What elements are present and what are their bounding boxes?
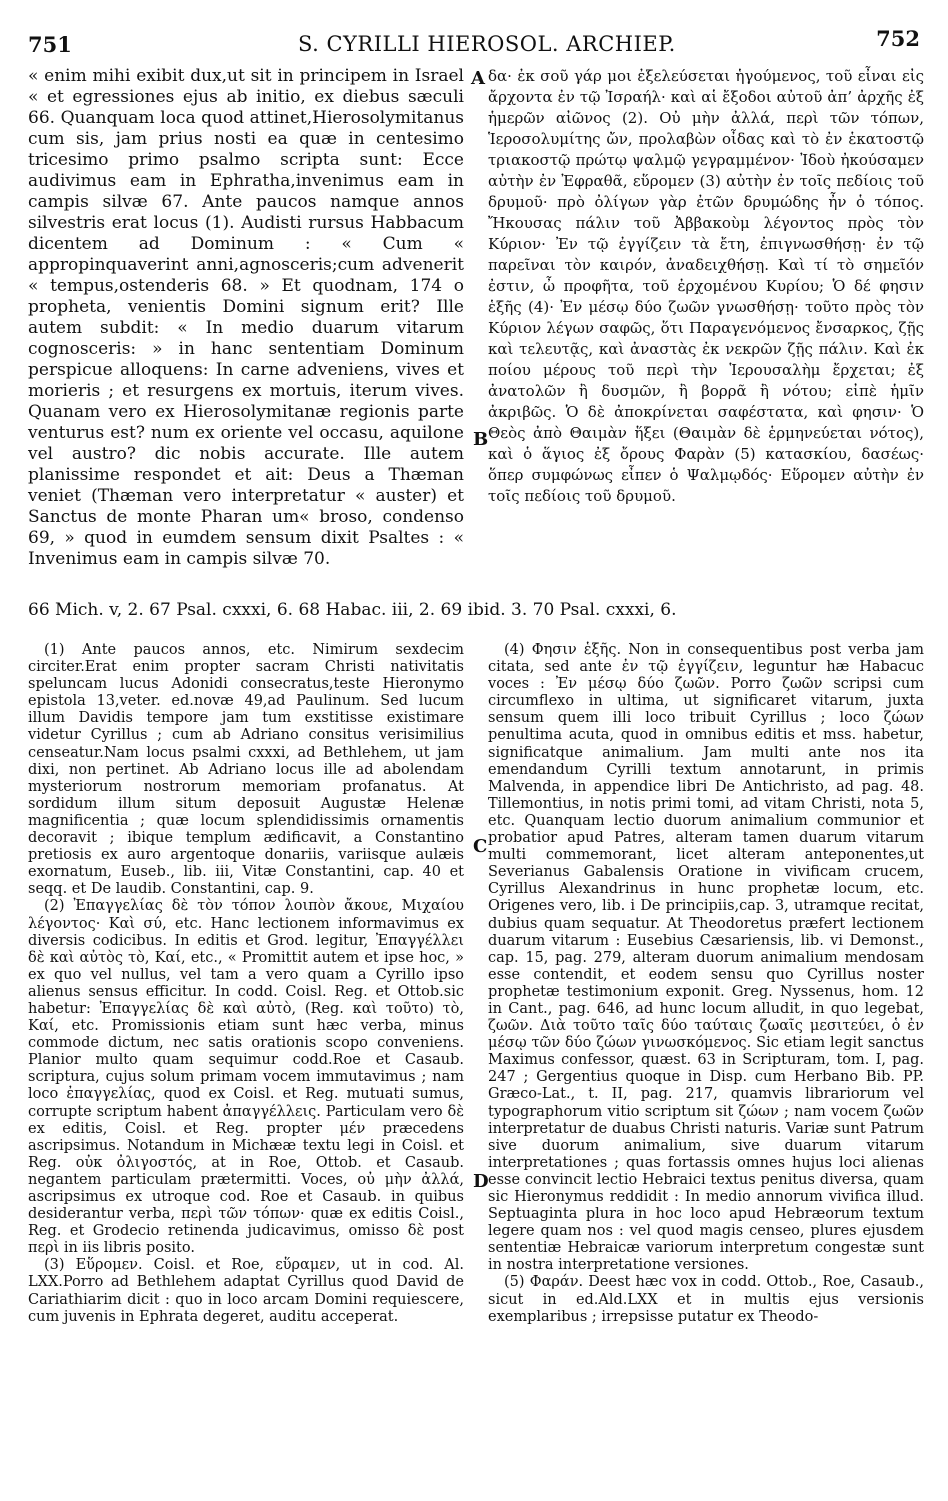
scripture-references: 66 Mich. v, 2. 67 Psal. cxxxi, 6. 68 Habac. iii, 2. 69 ibid. 3. 70 Psal. cxxxi, 6. — [28, 600, 677, 620]
notes-left-column — [28, 642, 464, 1326]
margin-letter-c: C — [473, 836, 488, 857]
notes-right-column — [488, 642, 924, 1326]
right-page-number: 752 — [876, 26, 920, 51]
note-5: (5) Φαράν. Deest hæc vox in codd. Ottob., Roe, Casaub., sicut in ed.Ald.LXX et in multis ejus versionis exemplaribus ; irrepsisse putatur ex Theodo- — [488, 1274, 924, 1325]
margin-letter-d: D — [473, 1171, 489, 1192]
left-page-number: 751 — [28, 32, 72, 57]
note-2: (2) Ἐπαγγελίας δὲ τὸν τόπον λοιπὸν ἄκουε, Μιχαίου λέγοντος· Καὶ σύ, etc. Hanc lectionem informavimus ex diversis codicibus. In editis et Grod. legitur, Ἐπαγγέλλει δὲ καὶ αὐτὸς τὸ, Καί, etc., « Promittit autem et ipse hoc, » ex quo vel nullus, vel tam a vero quam a Cyrillo ipso alienus sensus efficitur. In codd. Coisl. Reg. et Ottob.sic habetur: Ἐπαγγελίας δὲ καὶ αὐτὸ, (Reg. καὶ τοῦτο) τὸ, Καί, etc. Promissionis etiam sunt hæc verba, minus commode dictum, nec satis orationis scopo conveniens. Planior multo quam sequimur codd.Roe et Casaub. scriptura, cujus solum primam vocem immutavimus ; nam loco ἐπαγγελίας, quod ex Coisl. et Reg. mutuati sumus, corrupte scriptum habent ἀπαγγέλλεις. Particulam vero δὲ ex editis, Coisl. et Reg. propter μέν præcedens ascripsimus. Notandum in Michææ textu legi in Coisl. et Reg. οὐκ ὀλιγοστός, at in Roe, Ottob. et Casaub. negantem particulam prætermitti. Voces, οὐ μὴν ἀλλά, ascripsimus ex utroque cod. Roe et Casaub. in quibus desiderantur verba, περὶ τῶν τόπων· quæ ex editis Coisl., Reg. et Grodecio retinenda judicavimus, omisso δὲ post περὶ in iis libris posito. — [28, 898, 464, 1257]
greek-paragraph: δα· ἐκ σοῦ γάρ μοι ἐξελεύσεται ἡγούμενος, τοῦ εἶναι εἰς ἄρχοντα ἐν τῷ Ἰσραήλ· καὶ αἱ ἔξοδοι αὐτοῦ ἀπ’ ἀρχῆς ἐξ ἡμερῶν αἰῶνος (2). Οὐ μὴν ἀλλά, περὶ τῶν τόπων, Ἱεροσολυμίτης ὤν, προλαβὼν οἶδας καὶ τὸ ἐν ἑκατοστῷ τριακοστῷ πρώτῳ ψαλμῷ γεγραμμένον· Ἰδοὺ ἠκούσαμεν αὐτὴν ἐν Ἐφραθᾶ, εὕρομεν (3) αὐτὴν ἐν τοῖς πεδίοις τοῦ δρυμοῦ· πρὸ ὀλίγων γὰρ ἐτῶν δρυμώδης ἦν ὁ τόπος. Ἤκουσας πάλιν τοῦ Ἀββακοὺμ λέγοντος πρὸς τὸν Κύριον· Ἐν τῷ ἐγγίζειν τὰ ἔτη, ἐπιγνωσθήσῃ· ἐν τῷ παρεῖναι τὸν καιρόν, ἀναδειχθήσῃ. Καὶ τί τὸ σημεῖόν ἐστιν, ὦ προφῆτα, τοῦ ἐρχομένου Κυρίου; Ὁ δέ φησιν ἑξῆς (4)· Ἐν μέσῳ δύο ζωῶν γνωσθήσῃ· τοῦτο πρὸς τὸν Κύριον λέγων σαφῶς, ὅτι Παραγενόμενος ἔνσαρκος, ζῇς καὶ τελευτᾷς, καὶ ἀναστὰς ἐκ νεκρῶν ζῇς πάλιν. Καὶ ἐκ ποίου μέρους τοῦ περὶ τὴν Ἱερουσαλὴμ ἔρχεται; ἐξ ἀνατολῶν ἢ δυσμῶν, ἢ βορρᾶ ἢ νότου; εἰπὲ ἡμῖν ἀκριβῶς. Ὁ δὲ ἀποκρίνεται σαφέστατα, καὶ φησιν· Ὁ Θεὸς ἀπὸ Θαιμὰν ἥξει (Θαιμὰν δὲ ἑρμηνεύεται νότος), καὶ ὁ ἅγιος ἐξ ὄρους Φαρὰν (5) κατασκίου, δασέως· ὅπερ συμφώνως εἶπεν ὁ Ψαλμῳδός· Εὕρομεν αὐτὴν ἐν τοῖς πεδίοις τοῦ δρυμοῦ. — [488, 67, 924, 505]
running-title: S. CYRILLI HIEROSOL. ARCHIEP. — [298, 32, 676, 56]
latin-text-column — [28, 66, 464, 570]
page-header — [28, 10, 920, 57]
note-1: (1) Ante paucos annos, etc. Nimirum sexdecim circiter.Erat enim propter sacram Christi nativitatis speluncam lucus Adonidi consecratus,teste Hieronymo epistola 13,veter. ed.novæ 49,ad Paulinum. Sed lucum illum Davidis tempore jam tum exstitisse existimare videtur Cyrillus ; cum ab Adriano consitus verisimilius censeatur.Nam locus psalmi cxxxi, ad Bethlehem, ut jam dixi, non pertinet. Ab Adriano locus ille ad abolendam mysteriorum nostrorum memoriam profanatus. At sordidum illum situm deposuit Augustæ Helenæ magnificentia ; quæ locum splendidissimis ornamentis decoravit ; ibique templum ædificavit, a Constantino pretiosis ex auro argentoque donariis, variisque aulæis exornatum, Euseb., lib. iii, Vitæ Constantini, cap. 40 et seqq. et De laudib. Constantini, cap. 9. — [28, 642, 464, 898]
margin-letter-a: A — [471, 68, 485, 89]
note-4: (4) Φησιν ἑξῆς. Non in consequentibus post verba jam citata, sed ante ἐν τῷ ἐγγίζειν, leguntur hæ Habacuc voces : Ἐν μέσῳ δύο ζωῶν. Porro ζωῶν scripsi cum circumflexo in ultima, ut significaret vitarum, juxta sensum quem illi loco tribuit Cyrillus ; loco ζώων penultima acuta, quod in omnibus editis et mss. habetur, significatque animalium. Jam multi ante nos ita emendandum Cyrilli textum annotarunt, in primis Malvenda, in appendice libri De Antichristo, ad pag. 48. Tillemontius, in notis primi tomi, ad vitam Christi, nota 5, etc. Quanquam lectio duorum animalium communior et probatior apud Patres, alteram tamen duarum vitarum multi commemorant, licet alteram anteponentes,ut Severianus Gabalensis Oratione in vivificam crucem, Cyrillus Alexandrinus in hunc prophetæ locum, etc. Origenes vero, lib. i De principiis,cap. 3, utramque recitat, dubius quam sequatur. At Theodoretus præfert lectionem duarum vitarum : Eusebius Cæsariensis, lib. vi Demonst., cap. 15, pag. 279, alteram duorum animalium mendosam esse contendit, et eodem sensu quo Cyrillus noster prophetæ testimonium exponit. Greg. Nyssenus, hom. 12 in Cant., pag. 646, ad hunc locum alludit, in quo legebat, ζωῶν. Διὰ τοῦτο ταῖς δύο ταύταις ζωαῖς μεσιτεύει, ὁ ἐν μέσῳ τῶν δύο ζώων γινωσκόμενος. Sic etiam legit sanctus Maximus confessor, quæst. 63 in Scripturam, tom. I, pag. 247 ; Gergentius quoque in Disp. cum Herbano Bib. PP. Græco-Lat., t. II, pag. 217, quamvis librariorum vel typographorum vitio scriptum sit ζώων ; nam vocem ζωῶν interpretatur de duabus Christi naturis. Variæ sunt Patrum sive duorum animalium, sive duarum vitarum interpretationes ; quas fortassis omnes hujus loci alienas esse convincit lectio Hebraici textus penitus diversa, quam sic Hieronymus reddidit : In medio annorum vivifica illud. Septuaginta plura in hoc loco apud Hebræorum textum legere quam nos : vel quod magis censeo, plures ejusdem sententiæ Hebraicæ variorum interpretum congestæ sunt in nostra interpretatione versiones. — [488, 642, 924, 1274]
note-3: (3) Εὕρομεν. Coisl. et Roe, εὕραμεν, ut in cod. Al. LXX.Porro ad Bethlehem adaptat Cyrillus quod David de Cariathiarim dicit : quo in loco arcam Domini requiescere, cum juvenis in Ephrata degeret, auditu acceperat. — [28, 1257, 464, 1325]
margin-letter-b: B — [473, 429, 489, 450]
greek-text-column — [488, 66, 924, 507]
latin-paragraph: « enim mihi exibit dux,ut sit in principem in Israel « et egressiones ejus ab initio, ex diebus sæculi 66. Quanquam loca quod attinet,Hierosolymitanus cum sis, jam prius nosti ea quæ in centesimo tricesimo primo psalmo scripta sunt: Ecce audivimus eam in Ephratha,invenimus eam in campis silvæ 67. Ante paucos namque annos silvestris erat locus (1). Audisti rursus Habbacum dicentem ad Dominum : « Cum « appropinquaverint anni,agnosceris;cum advenerit « tempus,ostenderis 68. » Et quodnam, 174 o propheta, venientis Domini signum erit? Ille autem subdit: « In medio duarum vitarum cognosceris: » in hanc sententiam Dominum perspicue alloquens: In carne adveniens, vives et morieris ; et resurgens ex mortuis, iterum vives. Quanam vero ex Hierosolymitanæ regionis parte venturus est? num ex oriente vel occasu, aquilone vel austro? dic nobis accurate. Ille autem planissime respondet et ait: Deus a Thæman veniet (Thæman vero interpretatur « auster) et Sanctus de monte Pharan um« broso, condenso 69, » quod in eumdem sensum dixit Psaltes : « Invenimus eam in campis silvæ 70. — [28, 66, 464, 569]
